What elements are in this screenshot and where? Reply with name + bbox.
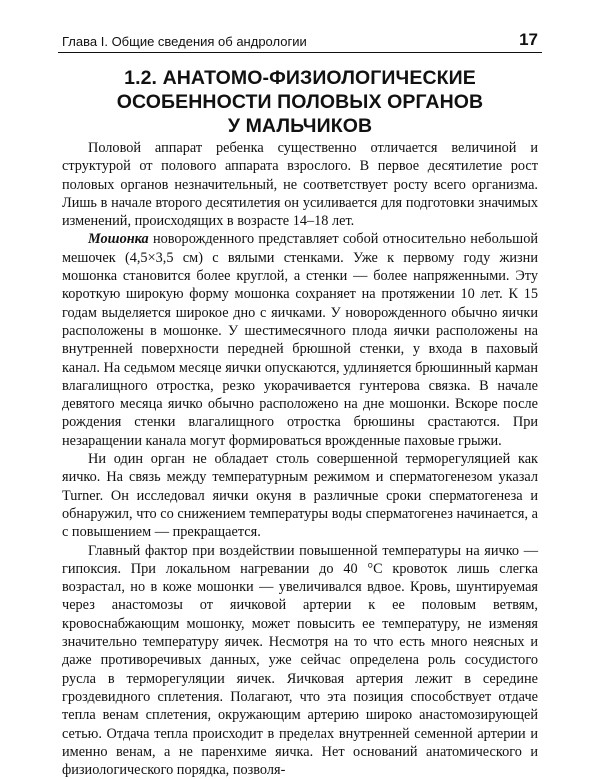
paragraph	[62, 230, 538, 450]
body-text	[62, 139, 538, 779]
paragraph: Ни один орган не обладает столь совершенной терморегуляцией как яичко. На связь между температурным режимом и сперматогенезом указал Turner. Он исследовал яички окуня в различные сроки сперматогенеза и обнаружил, что со снижением температуры воды сперматогенез начинается, а с повышением — прекращается.	[62, 451, 538, 541]
chapter-title: Глава I. Общие сведения об андрологии	[62, 34, 307, 49]
running-head	[62, 30, 538, 50]
paragraph: Главный фактор при воздействии повышенной температуры на яичко — гипоксия. При локальном нагревании до 40 °С кровоток лишь слегка возрастал, но в коже мошонки — увеличивался вдвое. Кровь, шунтируемая через анастомозы от яичковой артерии к ее половым ветвям, кровоснабжающим мошонку, может повысить ее температуру, не изменяя значительно температуру яичек. Несмотря на то что есть много неясных и даже противоречивых данных, уже сейчас определена роль сосудистого русла в терморегуляции яичек. Яичковая артерия лежит в середине гроздевидного сплетения. Полагают, что эта позиция способствует отдаче тепла венам сплетения, окружающим артерию широко анастомозирующей сетью. Отдача тепла происходит в пределах внутренней семенной артерии и именно венам, а не паренхиме яичка. Нет оснований анатомического и физиологического порядка, позволя-	[62, 542, 538, 779]
section-title-line: ОСОБЕННОСТИ ПОЛОВЫХ ОРГАНОВ	[116, 91, 484, 113]
term-scrotum: Мошонка	[88, 231, 149, 248]
paragraph-text: новорожденного представляет собой относительно небольшой мешочек (4,5×3,5 см) с вялыми стенками. Уже к первому году жизни мошонка становится более круглой, а стенки — более напряженными. Эту короткую широкую форму мошонка сохраняет на протяжении 10 лет. К 15 годам выделяется широкое дно с яичками. У новорожденного обычно яички расположены в мошонке. У шестимесячного плода яички расположены на внутренней поверхности передней брюшной стенки, у входа в паховый канал. На седьмом месяце яички опускаются, удлиняется брюшинный карман влагалищного отростка, резко укорачивается гунтерова связка. В начале девятого месяца яичко обычно расположено на дне мошонки. Вскоре после рождения стенки влагалищного отростка брюшины срастаются. При незаращении канала могут формироваться врожденные паховые грыжи.	[62, 231, 538, 449]
paragraph: Половой аппарат ребенка существенно отличается величиной и структурой от полового аппарата взрослого. В первое десятилетие рост половых органов незначительный, не соответствует росту всего организма. Лишь в начале второго десятилетия он усиливается для подготовки значимых изменений, происходящих в возрасте 14–18 лет.	[62, 140, 538, 230]
page-number: 17	[519, 30, 538, 49]
section-title	[62, 66, 538, 138]
section-title-line: 1.2. АНАТОМО-ФИЗИОЛОГИЧЕСКИЕ	[124, 67, 476, 89]
section-title-line: У МАЛЬЧИКОВ	[227, 115, 373, 137]
header-rule	[58, 52, 542, 53]
